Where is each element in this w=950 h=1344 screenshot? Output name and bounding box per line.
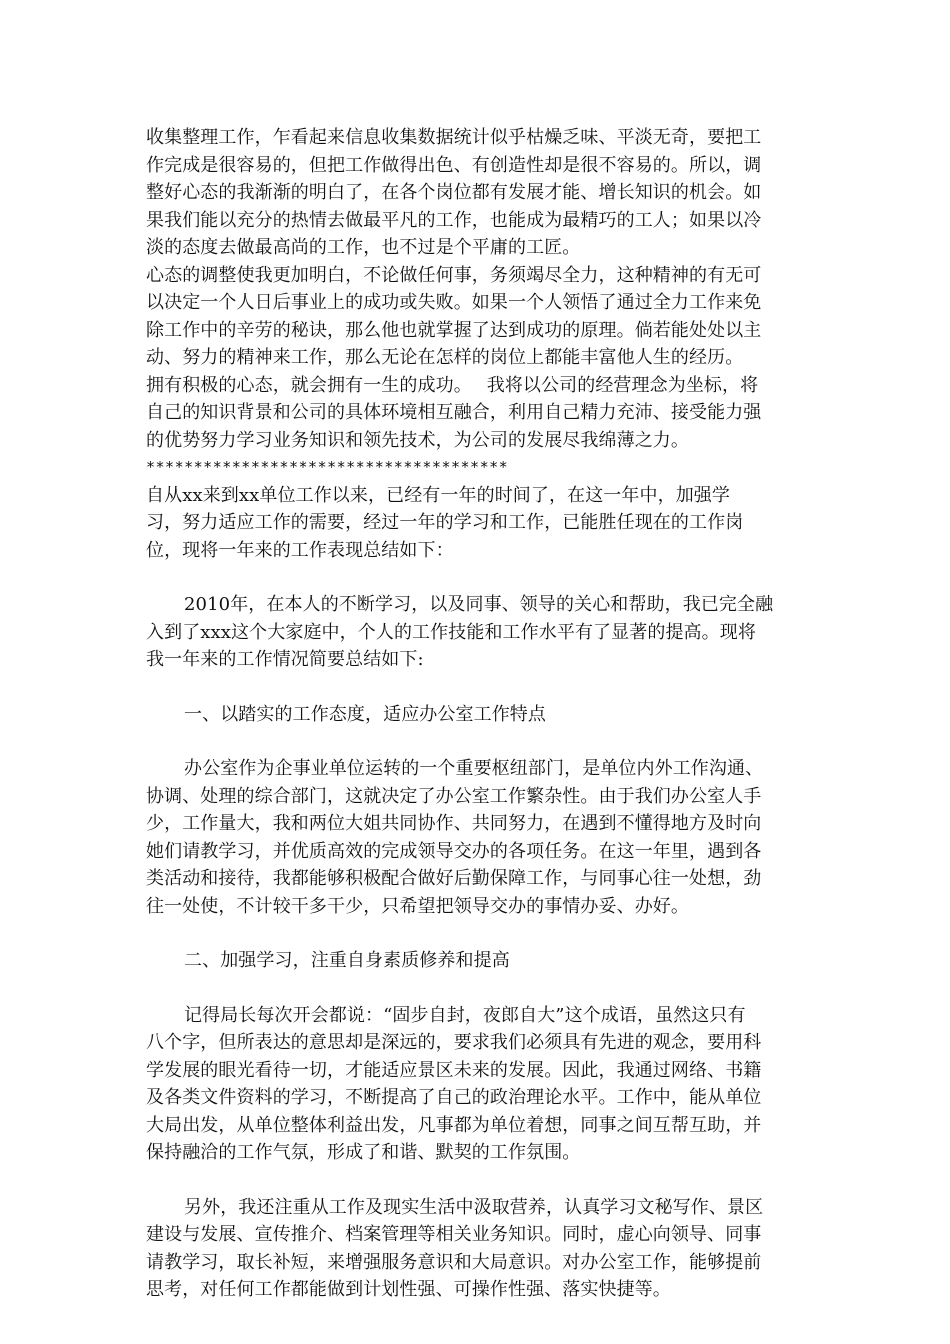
text-line: 的优势努力学习业务知识和领先技术，为公司的发展尽我绵薄之力。 bbox=[146, 429, 689, 451]
paragraph-spacer bbox=[146, 920, 806, 947]
text-line: 动、努力的精神来工作，那么无论在怎样的岗位上都能丰富他人生的经历。 bbox=[146, 347, 744, 368]
text-line: 另外，我还注重从工作及现实生活中汲取营养，认真学习文秘写作、景区 bbox=[184, 1196, 764, 1218]
paragraph bbox=[146, 262, 806, 372]
paragraph bbox=[146, 124, 806, 262]
paragraph bbox=[146, 591, 806, 674]
text-line: 学发展的眼光看待一切，才能适应景区未来的发展。因此，我通过网络、书籍 bbox=[146, 1059, 762, 1081]
paragraph bbox=[146, 1194, 806, 1304]
text-line: 位，现将一年来的工作表现总结如下： bbox=[146, 539, 454, 561]
section-heading: 一、以踏实的工作态度，适应办公室工作特点 bbox=[184, 703, 546, 725]
text-line: 收集整理工作，乍看起来信息收集数据统计似乎枯燥乏味、平淡无奇，要把工 bbox=[146, 127, 762, 148]
text-line: 自己的知识背景和公司的具体环境相互融合，利用自己精力充沛、接受能力强 bbox=[146, 402, 762, 423]
paragraph bbox=[146, 755, 806, 920]
text-line: 果我们能以充分的热情去做最平凡的工作，也能成为最精巧的工人；如果以冷 bbox=[146, 209, 762, 231]
paragraph-spacer bbox=[146, 728, 806, 755]
text-line: 少，工作量大，我和两位大姐共同协作、共同努力，在遇到不懂得地方及时向 bbox=[146, 813, 762, 834]
text-line: 以决定一个人日后事业上的成功或失败。如果一个人领悟了通过全力工作来免 bbox=[146, 292, 762, 313]
text-line: 入到了xxx这个大家庭中，个人的工作技能和工作水平有了显著的提高。现将 bbox=[146, 621, 756, 643]
text-line: 整好心态的我渐渐的明白了，在各个岗位都有发展才能、增长知识的机会。如 bbox=[146, 182, 762, 203]
paragraph bbox=[146, 482, 806, 565]
text-line: 作完成是很容易的，但把工作做得出色、有创造性却是很不容易的。所以，调 bbox=[146, 154, 762, 176]
text-line: 自从xx来到xx单位工作以来，已经有一年的时间了，在这一年中，加强学 bbox=[146, 484, 731, 506]
text-line: 协调、处理的综合部门，这就决定了办公室工作繁杂性。由于我们办公室人手 bbox=[146, 785, 762, 807]
text-line: 她们请教学习，并优质高效的完成领导交办的各项任务。在这一年里，遇到各 bbox=[146, 840, 762, 862]
text-line: 保持融洽的工作气氛，形成了和谐、默契的工作氛围。 bbox=[146, 1142, 581, 1163]
text-line: 拥有积极的心态，就会拥有一生的成功。 我将以公司的经营理念为坐标，将 bbox=[146, 374, 759, 396]
text-line: 思考，对任何工作都能做到计划性强、可操作性强、落实快捷等。 bbox=[146, 1279, 671, 1300]
text-line: 2010年，在本人的不断学习，以及同事、领导的关心和帮助，我已完全融 bbox=[184, 594, 774, 615]
paragraph-spacer bbox=[146, 1167, 806, 1194]
paragraph bbox=[146, 372, 806, 455]
document-page bbox=[146, 124, 806, 1304]
text-line: 办公室作为企事业单位运转的一个重要枢纽部门，是单位内外工作沟通、 bbox=[184, 758, 764, 779]
text-line: 淡的态度去做最高尚的工作，也不过是个平庸的工匠。 bbox=[146, 237, 581, 258]
paragraph-spacer bbox=[146, 564, 806, 591]
text-line: 除工作中的辛劳的秘诀，那么他也就掌握了达到成功的原理。倘若能处处以主 bbox=[146, 319, 762, 341]
paragraph-spacer bbox=[146, 975, 806, 1002]
text-line: 记得局长每次开会都说：“固步自封，夜郎自大”这个成语，虽然这只有 bbox=[184, 1004, 746, 1026]
paragraph-spacer bbox=[146, 674, 806, 701]
text-line: 我一年来的工作情况简要总结如下: bbox=[146, 649, 424, 670]
section-heading: 二、加强学习，注重自身素质修养和提高 bbox=[184, 950, 510, 971]
text-line: 八个字，但所表达的意思却是深远的，要求我们必须具有先进的观念，要用科 bbox=[146, 1032, 762, 1053]
text-line: 习，努力适应工作的需要，经过一年的学习和工作，已能胜任现在的工作岗 bbox=[146, 512, 744, 533]
text-line: 类活动和接待，我都能够积极配合做好后勤保障工作，与同事心往一处想，劲 bbox=[146, 868, 762, 889]
paragraph bbox=[146, 1002, 806, 1167]
separator-asterisks: ************************************** bbox=[146, 458, 509, 476]
text-line: 大局出发，从单位整体利益出发，凡事都为单位着想，同事之间互帮互助，并 bbox=[146, 1114, 762, 1136]
text-line: 往一处使，不计较干多干少，只希望把领导交办的事情办妥、办好。 bbox=[146, 895, 689, 917]
text-line: 及各类文件资料的学习，不断提高了自己的政治理论水平。工作中，能从单位 bbox=[146, 1087, 762, 1108]
text-line: 建设与发展、宣传推介、档案管理等相关业务知识。同时，虚心向领导、同事 bbox=[146, 1224, 762, 1245]
text-line: 请教学习，取长补短，来增强服务意识和大局意识。对办公室工作，能够提前 bbox=[146, 1251, 762, 1273]
text-line: 心态的调整使我更加明白，不论做任何事，务须竭尽全力，这种精神的有无可 bbox=[146, 264, 762, 286]
